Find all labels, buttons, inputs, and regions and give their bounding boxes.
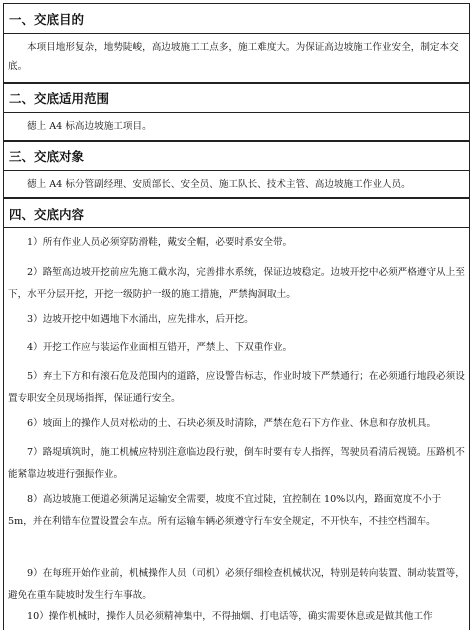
list-item: 6）坡面上的操作人员对松动的土、石块必须及时清除，严禁在危石下方作业、休息和存放机具。 — [27, 418, 437, 429]
section-body-objective: 本项目地形复杂，地势陡峻，高边坡施工工点多，施工难度大。为保证高边坡施工作业安全，制定本交底。 — [8, 42, 459, 72]
list-item: 7）路堤填筑时，施工机械应特别注意临边段行驶，倒车时要有专人指挥，驾驶员看清后视镜。压路机不能紧靠边坡进行强振作业。 — [8, 447, 465, 480]
section-heading-audience: 三、交底对象 — [9, 149, 85, 164]
list-item: 4）开挖工作应与装运作业面相互错开，严禁上、下双重作业。 — [27, 342, 293, 353]
section-heading-content: 四、交底内容 — [9, 207, 85, 222]
list-item: 2）路堑高边坡开挖前应先施工截水沟，完善排水系统，保证边坡稳定。边坡开挖中必须严格遵守从上至下，水平分层开挖，开挖一级防护一级的施工措施，严禁掏洞取土。 — [8, 267, 465, 300]
divider — [3, 112, 470, 113]
list-item: 1）所有作业人员必须穿防滑鞋，戴安全帽，必要时系安全带。 — [27, 237, 293, 248]
section-heading-scope: 二、交底适用范围 — [9, 91, 110, 106]
divider — [3, 33, 470, 34]
divider — [3, 227, 470, 228]
list-item: 9）在每班开始作业前，机械操作人员（司机）必须仔细检查机械状况，特别是转向装置、制动装置等，避免在重车陡坡时发生行车事故。 — [8, 568, 465, 601]
section-heading-objective: 一、交底目的 — [9, 12, 85, 27]
divider — [3, 170, 470, 171]
list-item: 10）操作机械时，操作人员必须精神集中，不得抽烟、打电话等，确实需要休息或是做其他工作 — [27, 611, 433, 622]
section-body-scope: 德上 A4 标高边坡施工项目。 — [27, 121, 152, 132]
list-item: 5）弃土下方和有滚石危及范围内的道路，应设警告标志，作业时坡下严禁通行；在必须通行地段必须设置专职安全员现场指挥，保证通行安全。 — [8, 371, 465, 404]
list-item: 8）高边坡施工便道必须满足运输安全需要，坡度不宜过陡，宜控制在 10%以内，路面宽度不小于 5m，并在利错车位置设置会车点。所有运输车辆必须遵守行车安全规定，不开快车，不挂空档溜车。 — [8, 494, 442, 527]
list-item: 3）边坡开挖中如遇地下水涌出，应先排水，后开挖。 — [27, 314, 254, 325]
section-body-audience: 德上 A4 标分管副经理、安质部长、安全员、施工队长、技术主管、高边坡施工作业人员。 — [27, 179, 411, 190]
